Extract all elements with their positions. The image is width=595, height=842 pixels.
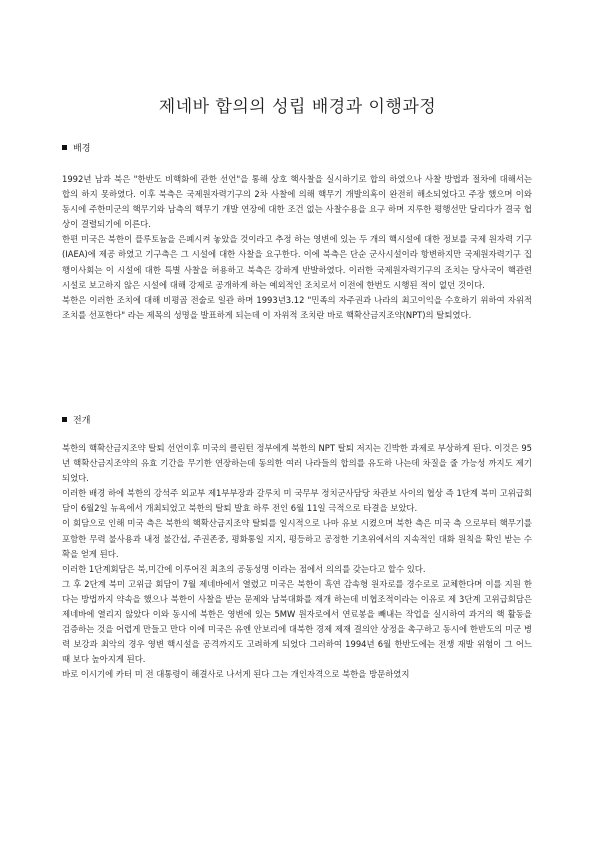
square-bullet-icon — [62, 145, 67, 150]
section-heading-label: 전개 — [73, 416, 91, 426]
paragraph: 한편 미국은 북한이 플루토늄을 은폐시켜 놓았을 것이라고 추정 하는 영변에 있는 두 개의 핵시설에 대한 정보를 국제 원자력 기구(IAEA)에 제공 하였고 기구측은 그 시설에 대한 사찰을 요구한다. 이에 북측은 단순 군사시설이라 항변하지만 국제원자력기구 집행이사회는 이 시설에 대한 특별 사찰을 허용하고 북측은 강하게 반발하였다. 이러한 국제원자력기구의 조치는 당사국이 핵관련 시설로 보고하지 않은 시설에 대해 강제로 공개하게 하는 예외적인 조치로서 이전에 한번도 시행된 적이 없던 것이다. — [62, 234, 532, 290]
paragraph: 그 후 2단계 북미 고위급 회담이 7월 제네바에서 열렸고 미국은 북한이 흑연 감속형 원자로를 경수로로 교체한다며 이를 지원 한다는 방법까지 약속을 했으나 북한이 사찰을 받는 문제와 남북대화를 재개 하는데 비협조적이라는 이유로 제 3단계 고위급회담은 제네바에 열리지 않았다 이와 동시에 북한은 영변에 있는 5MW 원자로에서 연료봉을 빼내는 작업을 실시하여 과거의 핵 활동을 검증하는 것을 어렵게 만들고 만다 이에 미국은 유엔 안보리에 대북한 경제 제재 결의안 상정을 촉구하고 동시에 한반도의 미군 병력 보강과 최악의 경우 영변 핵시설을 공격까지도 고려하게 되었다 그러하여 1994년 6월 한반도에는 전쟁 재발 위험이 그 어느 때 보다 높아지게 된다. — [62, 578, 532, 665]
paragraph: 북한의 핵확산금지조약 탈퇴 선언이후 미국의 클린턴 정부에게 북한의 NPT 탈퇴 저지는 긴박한 과제로 부상하게 된다. 이것은 95년 핵확산금지조약의 유효 기간을 무기한 연장하는데 동의한 여러 나라들의 합의를 유도하 나는데 차질을 줄 가능성 까지도 제기 되었다. — [62, 443, 532, 484]
section-heading-development — [62, 413, 90, 426]
paragraph: 1992년 남과 북은 "한반도 비핵화에 관한 선언"을 통해 상호 핵사찰을 실시하기로 합의 하였으나 사찰 방법과 절차에 대해서는 합의 하지 못하였다. 이후 북측은 국제원자력기구의 2차 사찰에 의해 핵무기 개발의혹이 완전히 해소되었다고 주장 했으며 이와 동시에 주한미군의 핵무기와 남측의 핵무기 개발 연장에 대한 조건 없는 사찰수용을 요구 하며 지루한 평행선만 달리다가 결국 협상이 결렬되기에 이른다. — [62, 174, 532, 230]
section-body-background — [62, 172, 532, 323]
section-heading-label: 배경 — [73, 144, 91, 154]
document-title: 제네바 합의의 성립 배경과 이행과정 — [158, 97, 437, 117]
paragraph: 이러한 1단계회담은 북,미간에 이루어진 최초의 공동성명 이라는 점에서 의의를 갖는다고 할수 있다. — [62, 563, 426, 574]
paragraph: 북한은 이러한 조치에 대해 비평곱 전술로 일관 하며 1993년3.12 "민족의 자주권과 나라의 최고이익을 수호하기 위하여 자위적 조치를 선포한다" 라는 제목의 성명을 발표하게 되는데 이 자위적 조치란 바로 핵확산금지조약(NPT)의 탈퇴였다. — [62, 294, 532, 320]
paragraph: 이러한 배경 하에 북한의 강석주 외교부 제1부부장과 갈루치 미 국무부 정치군사담당 차관보 사이의 협상 즉 1단계 북미 고위급회담이 6월2일 뉴욕에서 개최되었고 북한의 탈퇴 발효 하루 전인 6월 11일 극적으로 타결을 보았다. — [62, 488, 532, 514]
square-bullet-icon — [62, 417, 67, 422]
paragraph: 이 회담으로 인해 미국 측은 북한의 핵확산금지조약 탈퇴를 일시적으로 나마 유보 시켰으며 북한 측은 미국 측 으로부터 핵무기를 포함한 무력 불사용과 내정 불간섭, 주권존중, 평화통일 지지, 평등하고 공정한 기초위에서의 지속적인 대화 원칙을 확인 받는 수확을 얻게 된다. — [62, 518, 532, 559]
section-heading-background — [62, 141, 90, 154]
paragraph: 바로 이시기에 카터 미 전 대통령이 해결사로 나서게 된다 그는 개인자격으로 북한을 방문하였지 — [62, 669, 410, 680]
section-body-development — [62, 441, 532, 683]
